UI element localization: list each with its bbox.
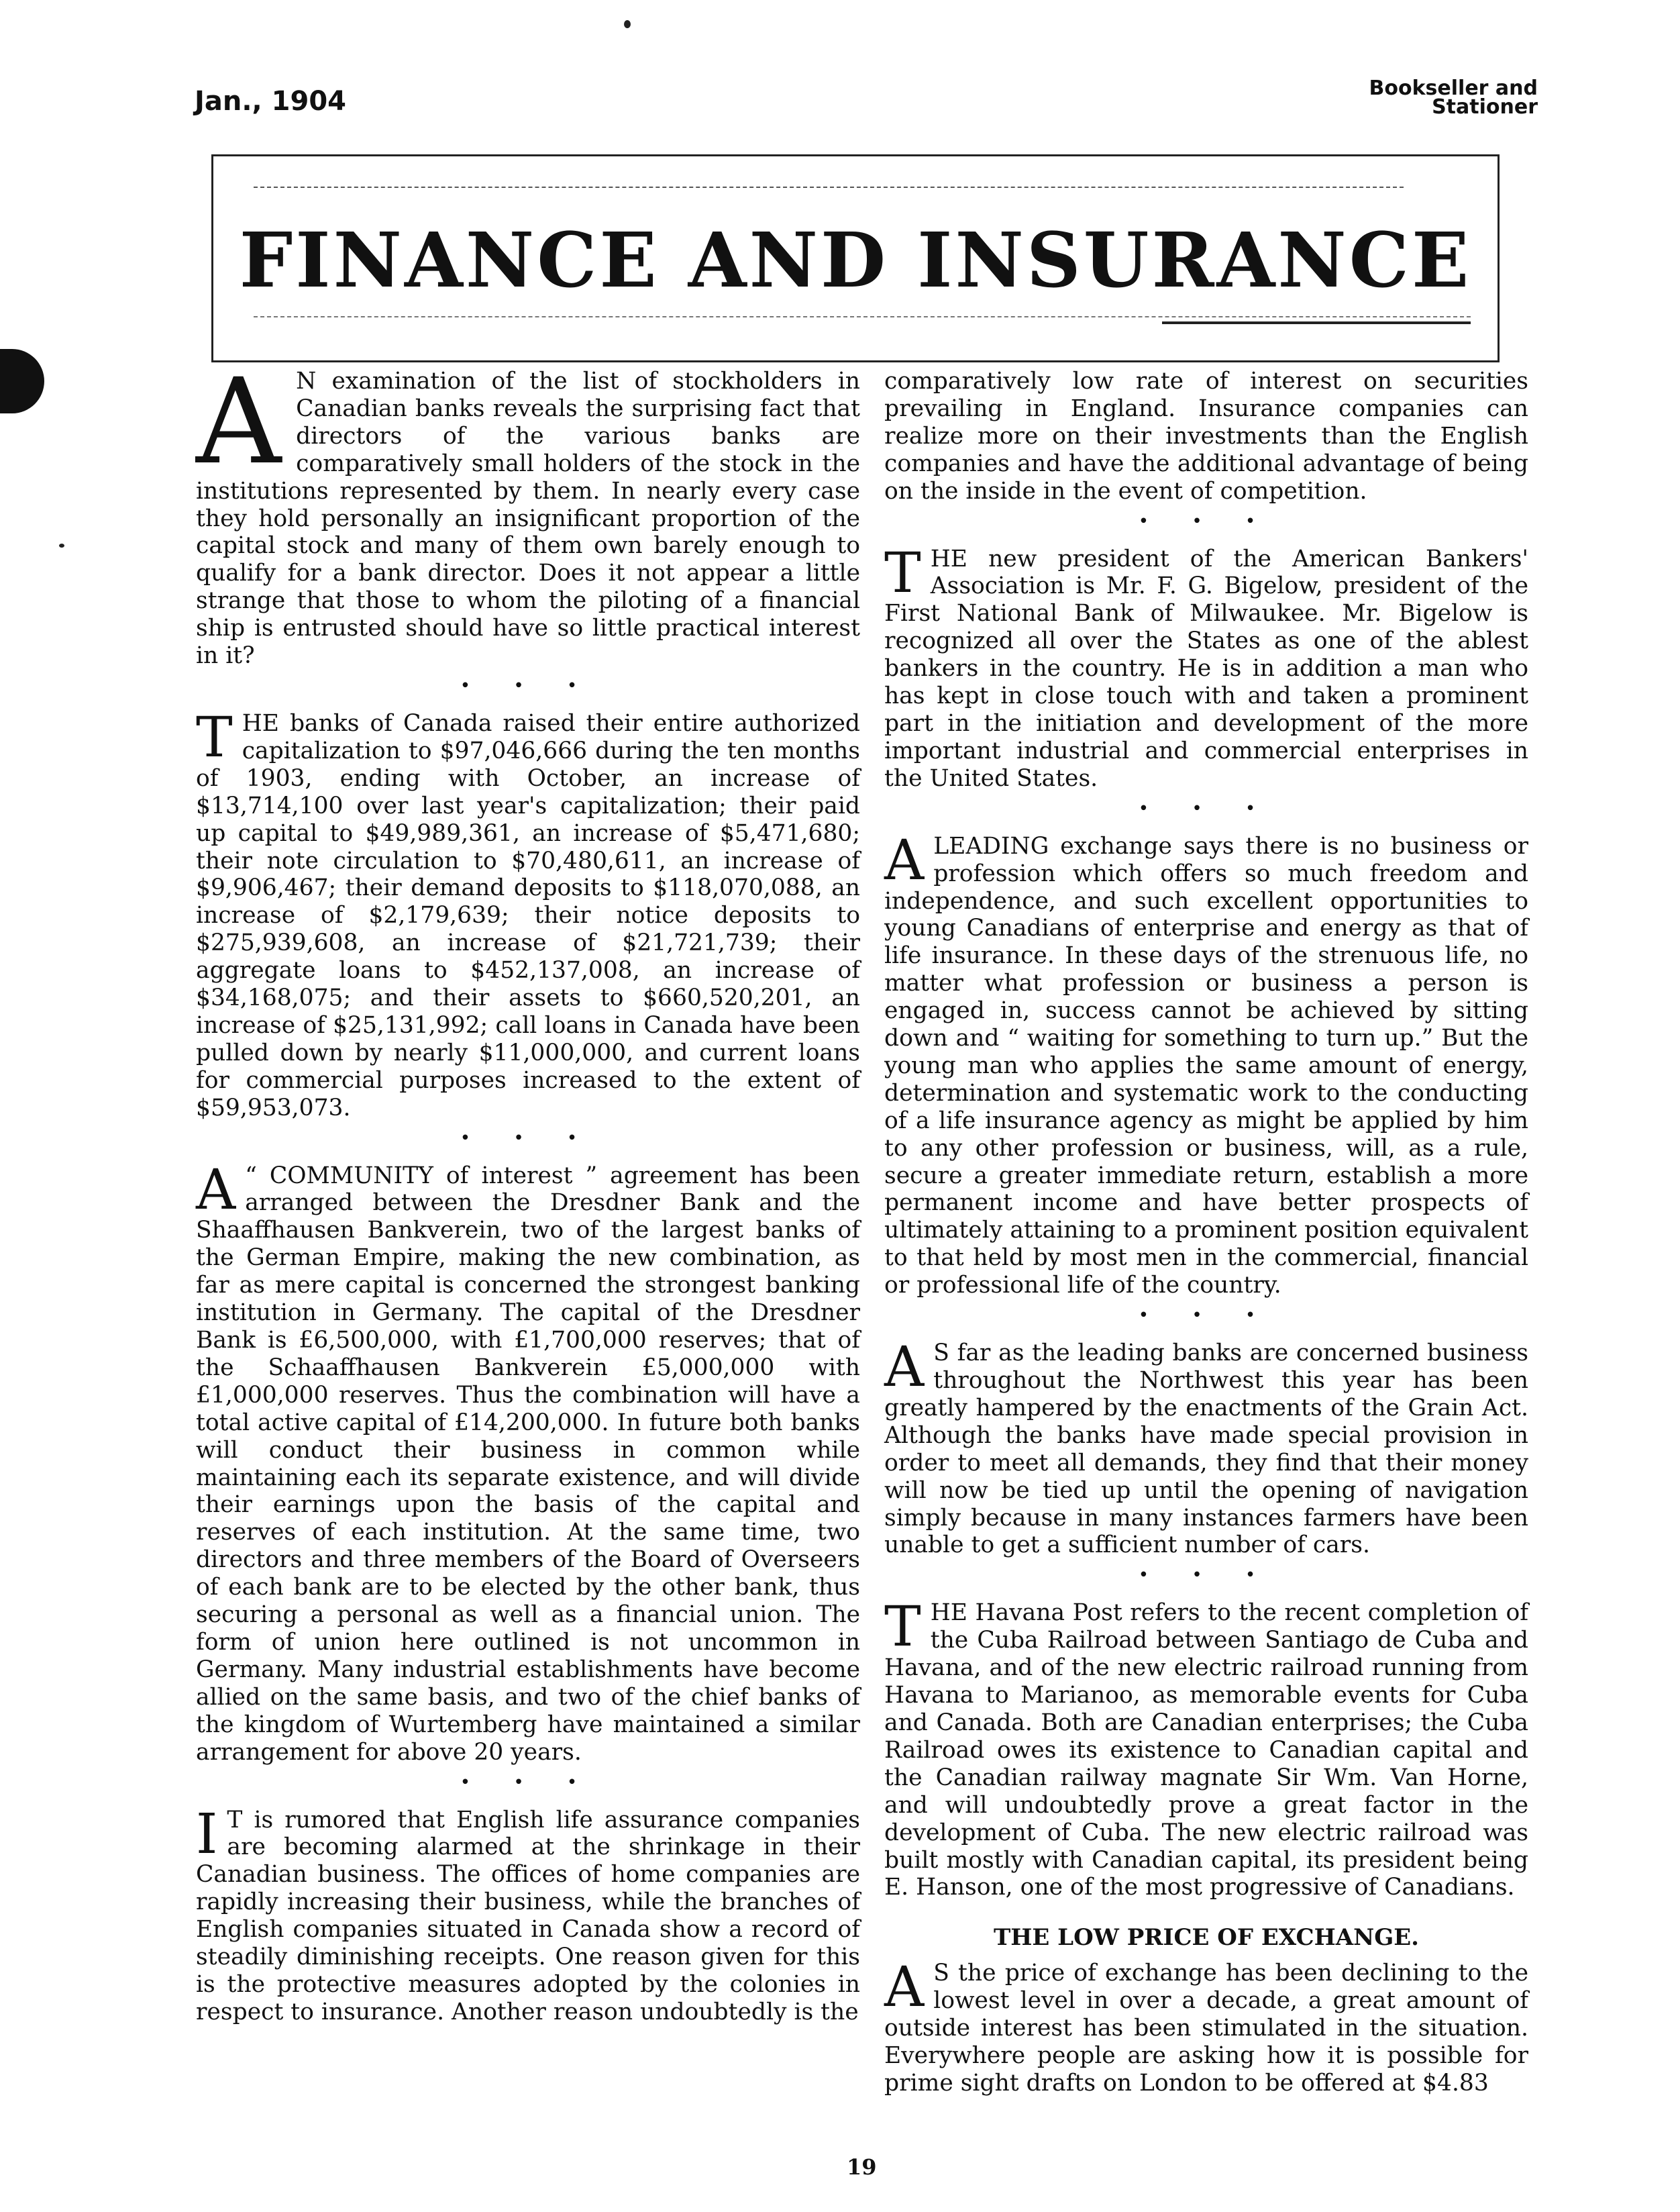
separator: • • • bbox=[1138, 1305, 1275, 1326]
paragraph-text: LEADING exchange says there is no business or profession which offers so much freedom and independence, and such excellent opportunities to young Canadians of enterprise and energy as that of life insurance. In these days of the strenuous life, no matter what profession or business a person is engaged in, success cannot be achieved by sitting down and “ waiting for something to turn up.” But the young man who applies the same amount of energy, determination and systematic work to the conducting of a life insurance agency as might be applied by him to any other profession or business, will, as a rule, secure a greater immediate return, establish a more permanent income and have better prospects of ultimately attaining to a prominent position equivalent to that held by most men in the commercial, financial or professional life of the country. bbox=[884, 832, 1528, 1299]
drop-cap: T bbox=[884, 541, 921, 605]
title-rule-bottom bbox=[254, 316, 1471, 317]
paragraph-text: “ COMMUNITY of interest ” agreement has been arranged between the Dresdner Bank and the Shaaffhausen Bankverein, two of the largest banks of the German Empire, making the new combination, as far as mere capital is concerned the strongest banking institution in Germany. The capital of the Dresdner Bank is £6,500,000, with £1,700,000 reserves; that of the Schaaffhausen Bankverein £5,000,000 with £1,000,000 reserves. Thus the combination will have a total active capital of £14,200,000. In future both banks will conduct their business in common while maintaining each its separate existence, and will divide their earnings upon the basis of the capital and reserves of each institution. At the same time, two directors and three members of the Board of Overseers of each bank are to be elected by the other bank, thus securing a personal as well as a financial union. The form of union here outlined is not uncommon in Germany. Many industrial establishments have become allied on the same basis, and two of the chief banks of the kingdom of Wurtemberg have maintained a similar arrangement for above 20 years. bbox=[196, 1162, 860, 1766]
drop-cap: T bbox=[884, 1595, 921, 1660]
article-low-price-exchange bbox=[884, 1956, 1528, 2097]
publication-name-line2: Stationer bbox=[1432, 95, 1538, 119]
article-life-insurance-career bbox=[884, 828, 1528, 1299]
drop-cap: A bbox=[884, 828, 925, 893]
paragraph-text: T is rumored that English life assurance companies are becoming alarmed at the shrinkage in their Canadian business. The offices of home companies are rapidly increasing their business, while the branches of English companies situated in Canada show a record of steadily diminishing receipts. One reason given for this is the protective measures adopted by the colonies in respect to insurance. Another reason undoubtedly is the bbox=[196, 1806, 860, 2025]
drop-cap: T bbox=[196, 705, 233, 770]
section-title: FINANCE AND INSURANCE bbox=[239, 217, 1472, 305]
title-frame bbox=[211, 154, 1500, 362]
separator: • • • bbox=[1138, 511, 1275, 532]
article-bank-capitalization bbox=[196, 705, 860, 1122]
separator: • • • bbox=[1138, 1565, 1275, 1586]
separator: • • • bbox=[460, 1772, 596, 1793]
drop-cap: I bbox=[196, 1802, 218, 1866]
paragraph-text: N examination of the list of stockholders in Canadian banks reveals the surprising fact that directors of the various banks are comparatively small holders of the stock in the institutions represented by them. In nearly every case they hold personally an insignificant proportion of the capital stock and many of them own barely enough to qualify for a bank director. Does it not appear a little strange that those to whom the piloting of a financial ship is entrusted should have so little practical interest in it? bbox=[196, 368, 860, 670]
drop-cap: A bbox=[196, 353, 282, 491]
article-havana-post bbox=[884, 1595, 1528, 1901]
publication-name-line1: Bookseller and bbox=[1369, 77, 1538, 100]
article-northwest-banks bbox=[884, 1336, 1528, 1559]
paragraph-text: S far as the leading banks are concerned business throughout the Northwest this year has been greatly hampered by the enactments of the Grain Act. Although the banks have made special provision in order to meet all demands, they find that their money will now be tied up until the opening of navigation simply because in many instances farmers have been unable to get a sufficient number of cars. bbox=[884, 1340, 1528, 1559]
drop-cap: A bbox=[196, 1158, 236, 1222]
ink-speck bbox=[624, 20, 631, 28]
left-column bbox=[196, 353, 860, 2026]
paragraph-text: comparatively low rate of interest on securities prevailing in England. Insurance companies can realize more on their investments than the English companies and have the additional advantage of being on the inside in the event of competition. bbox=[884, 368, 1528, 505]
drop-cap: A bbox=[884, 1956, 925, 2020]
paragraph-text: HE new president of the American Bankers' Association is Mr. F. G. Bigelow, president of the First National Bank of Milwaukee. Mr. Bigelow is recognized all over the States as one of the ablest bankers in the country. He is in addition a man who has kept in close touch with and taken a prominent part in the initiation and development of the more important industrial and commercial enterprises in the United States. bbox=[884, 545, 1528, 792]
article-english-assurance bbox=[196, 1802, 860, 2026]
publication-name bbox=[1369, 79, 1538, 117]
title-rule-bottom-solid bbox=[1162, 321, 1471, 324]
ink-speck bbox=[59, 544, 64, 548]
paragraph-text: HE Havana Post refers to the recent completion of the Cuba Railroad between Santiago de Cuba and Havana, and of the new electric railroad running from Havana to Marianoo, as memorable events for Cuba and Canada. Both are Canadian enterprises; the Cuba Railroad owes its existence to Canadian capital and the Canadian railway magnate Sir Wm. Van Horne, and will undoubtedly prove a great factor in the development of Cuba. The new electric railroad was built mostly with Canadian capital, its president being E. Hanson, one of the most progressive of Canadians. bbox=[884, 1599, 1528, 1901]
title-rule-top bbox=[254, 187, 1404, 188]
drop-cap: A bbox=[884, 1336, 925, 1400]
paragraph-text: HE banks of Canada raised their entire authorized capitalization to $97,046,666 during the ten months of 1903, ending with October, an increase of $13,714,100 over last year's capitalization; their paid up capital to $49,989,361, an increase of $5,471,680; their note circulation to $70,480,611, an increase of $9,906,467; their demand deposits to $118,070,088, an increase of $2,179,639; their notice deposits to $275,939,608, an increase of $21,721,739; their aggregate loans to $452,137,008, an increase of $34,168,075; and their assets to $660,520,201, an increase of $25,131,992; call loans in Canada have been pulled down by nearly $11,000,000, and current loans for commercial purposes increased to the extent of $59,953,073. bbox=[196, 709, 860, 1121]
article-community-of-interest bbox=[196, 1158, 860, 1766]
separator: • • • bbox=[460, 675, 596, 696]
article-english-assurance-continued bbox=[884, 368, 1528, 505]
binding-hole bbox=[0, 349, 44, 413]
article-stockholders bbox=[196, 353, 860, 670]
separator: • • • bbox=[1138, 798, 1275, 819]
separator: • • • bbox=[460, 1127, 596, 1148]
page-number: 19 bbox=[847, 2154, 877, 2180]
article-bankers-association bbox=[884, 541, 1528, 793]
issue-date: Jan., 1904 bbox=[195, 86, 346, 117]
subheading: THE LOW PRICE OF EXCHANGE. bbox=[994, 1924, 1419, 1952]
right-column bbox=[884, 368, 1528, 2097]
paragraph-text: S the price of exchange has been declining to the lowest level in over a decade, a great amount of outside interest has been stimulated in the situation. Everywhere people are asking how it is possible for prime sight drafts on London to be offered at $4.83 bbox=[884, 1960, 1528, 2097]
